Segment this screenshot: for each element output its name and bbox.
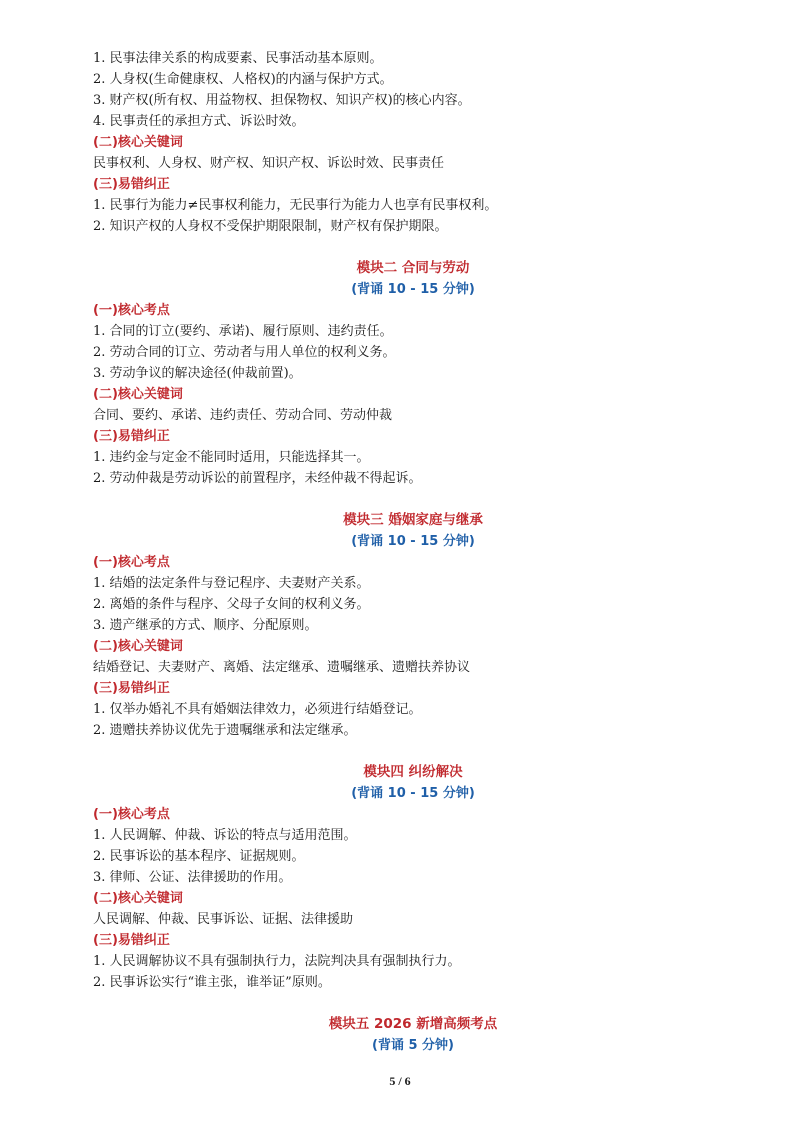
core-point: 3. 遗产继承的方式、顺序、分配原则。 [93, 618, 318, 633]
core-point: 3. 劳动争议的解决途径(仲裁前置)。 [93, 366, 302, 381]
core-point: 1. 结婚的法定条件与登记程序、夫妻财产关系。 [93, 576, 370, 591]
module-title: 模块四 纠纷解决 [363, 764, 463, 780]
module-subtitle: (背诵 10 - 15 分钟) [351, 534, 475, 549]
module-subtitle: (背诵 10 - 15 分钟) [351, 282, 475, 297]
module-title: 模块二 合同与劳动 [356, 260, 470, 276]
core-point: 2. 民事诉讼的基本程序、证据规则。 [93, 849, 305, 864]
keywords-text: 民事权利、人身权、财产权、知识产权、诉讼时效、民事责任 [93, 156, 445, 171]
keywords-heading: (二)核心关键词 [93, 639, 183, 654]
core-heading: (一)核心考点 [93, 555, 170, 570]
core-heading: (一)核心考点 [93, 807, 170, 822]
core-point: 2. 离婚的条件与程序、父母子女间的权利义务。 [93, 597, 370, 612]
core-point: 1. 人民调解、仲裁、诉讼的特点与适用范围。 [93, 828, 357, 843]
keywords-text: 合同、要约、承诺、违约责任、劳动合同、劳动仲裁 [93, 408, 393, 423]
module-subtitle: (背诵 10 - 15 分钟) [351, 786, 475, 801]
errors-heading: (三)易错纠正 [93, 933, 170, 948]
error-point: 2. 劳动仲裁是劳动诉讼的前置程序，未经仲裁不得起诉。 [93, 471, 422, 486]
module-4-section [93, 762, 733, 993]
errors-heading: (三)易错纠正 [93, 177, 170, 192]
keywords-heading: (二)核心关键词 [93, 135, 183, 150]
keywords-heading: (二)核心关键词 [93, 387, 183, 402]
core-point: 4. 民事责任的承担方式、诉讼时效。 [93, 114, 305, 129]
page-content [93, 48, 733, 1056]
error-point: 2. 知识产权的人身权不受保护期限限制，财产权有保护期限。 [93, 219, 448, 234]
error-point: 1. 仅举办婚礼不具有婚姻法律效力，必须进行结婚登记。 [93, 702, 422, 717]
module-title: 模块三 婚姻家庭与继承 [343, 512, 483, 528]
error-point: 2. 遗赠扶养协议优先于遗嘱继承和法定继承。 [93, 723, 357, 738]
intro-section [93, 48, 733, 237]
core-point: 3. 律师、公证、法律援助的作用。 [93, 870, 292, 885]
core-heading: (一)核心考点 [93, 303, 170, 318]
error-point: 1. 人民调解协议不具有强制执行力，法院判决具有强制执行力。 [93, 954, 461, 969]
keywords-heading: (二)核心关键词 [93, 891, 183, 906]
module-2-section [93, 258, 733, 489]
keywords-text: 人民调解、仲裁、民事诉讼、证据、法律援助 [93, 912, 354, 927]
module-5-section [93, 1014, 733, 1056]
keywords-text: 结婚登记、夫妻财产、离婚、法定继承、遗嘱继承、遗赠扶养协议 [93, 660, 471, 675]
core-point: 3. 财产权(所有权、用益物权、担保物权、知识产权)的核心内容。 [93, 93, 471, 108]
module-title: 模块五 2026 新增高频考点 [328, 1016, 498, 1032]
error-point: 1. 违约金与定金不能同时适用，只能选择其一。 [93, 450, 370, 465]
error-point: 2. 民事诉讼实行“谁主张，谁举证”原则。 [93, 975, 331, 990]
core-point: 1. 民事法律关系的构成要素、民事活动基本原则。 [93, 51, 383, 66]
core-point: 1. 合同的订立(要约、承诺)、履行原则、违约责任。 [93, 324, 393, 339]
error-point: 1. 民事行为能力≠民事权利能力，无民事行为能力人也享有民事权利。 [93, 198, 498, 213]
errors-heading: (三)易错纠正 [93, 429, 170, 444]
module-3-section [93, 510, 733, 741]
core-point: 2. 劳动合同的订立、劳动者与用人单位的权利义务。 [93, 345, 396, 360]
errors-heading: (三)易错纠正 [93, 681, 170, 696]
core-point: 2. 人身权(生命健康权、人格权)的内涵与保护方式。 [93, 72, 393, 87]
page-number: 5 / 6 [389, 1074, 411, 1088]
module-subtitle: (背诵 5 分钟) [372, 1038, 454, 1053]
